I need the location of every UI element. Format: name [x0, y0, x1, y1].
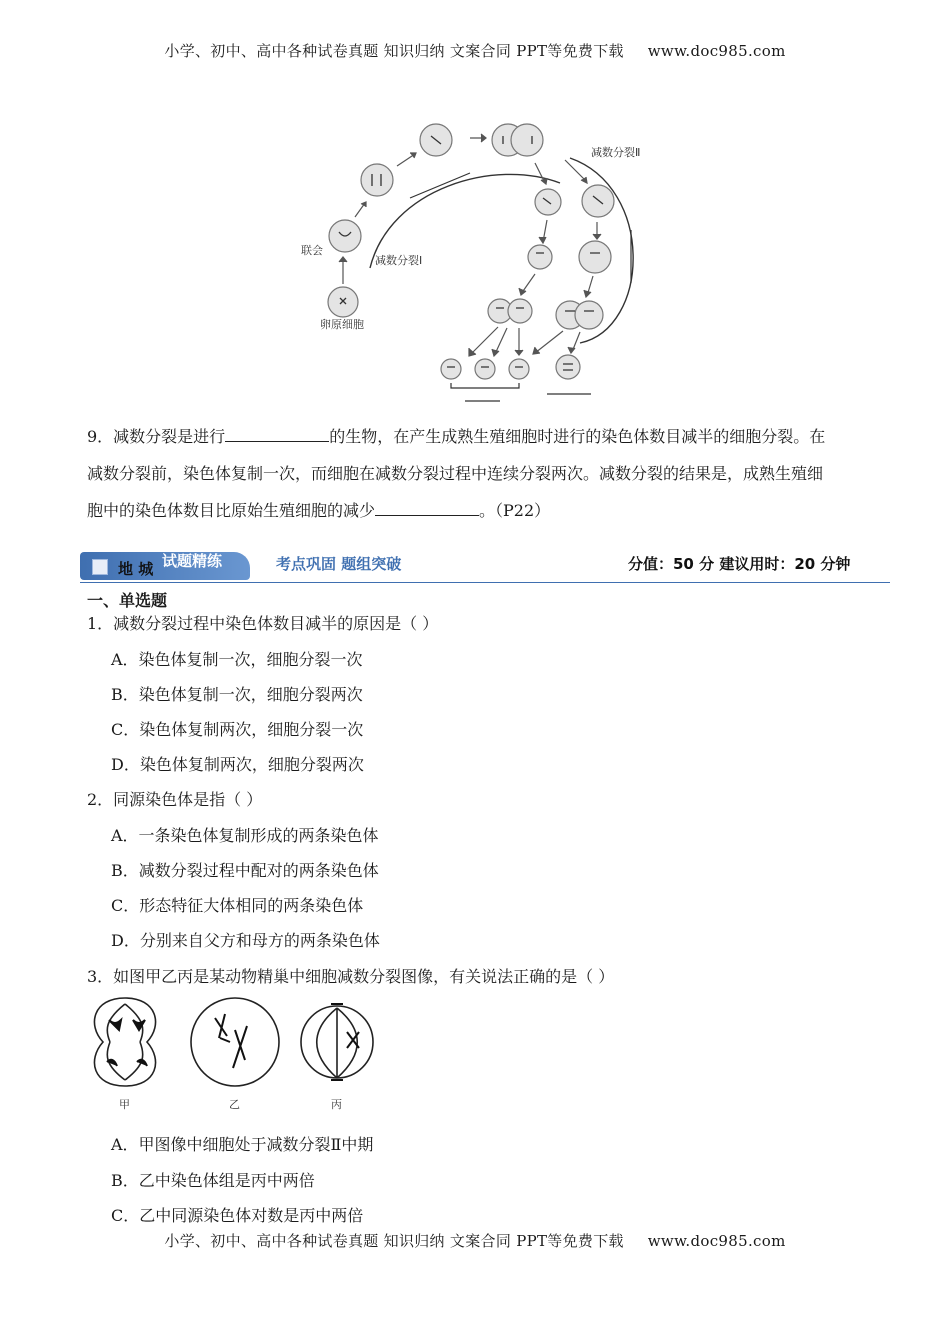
q1-option-b[interactable]: B．染色体复制一次，细胞分裂两次: [111, 685, 363, 704]
q9-line1: [87, 418, 867, 455]
label-meiosis2: 减数分裂Ⅱ: [591, 146, 641, 159]
q2-option-a[interactable]: A．一条染色体复制形成的两条染色体: [111, 826, 379, 845]
cell-ana2-right-b: [575, 301, 603, 329]
q9-line2: 减数分裂前，染色体复制一次，而细胞在减数分裂过程中连续分裂两次。减数分裂的结果是，成熟生殖细: [87, 464, 824, 483]
section-bar: [80, 546, 890, 586]
cell-polar-3: [509, 359, 529, 379]
q9-text-4: 。（P22）: [479, 501, 551, 520]
arrow-2: [355, 202, 366, 217]
stroke-gap: [410, 173, 470, 198]
arrow-9: [519, 274, 535, 295]
arrow-7: [539, 220, 547, 243]
arrow-4: [470, 134, 486, 142]
q2-option-b[interactable]: B．减数分裂过程中配对的两条染色体: [111, 861, 379, 880]
q3-cell-figures: [85, 990, 385, 1115]
q3-option-c[interactable]: C．乙中同源染色体对数是丙中两倍: [111, 1206, 364, 1225]
arrow-14: [533, 331, 563, 354]
q3-option-a[interactable]: A．甲图像中细胞处于减数分裂Ⅱ中期: [111, 1135, 374, 1154]
cell-meta2-right: [579, 241, 611, 273]
q3-option-b[interactable]: B．乙中染色体组是丙中两倍: [111, 1171, 315, 1190]
page-header: [0, 40, 950, 61]
q3-label-bing: 丙: [331, 1098, 342, 1111]
q9-text-3: 胞中的染色体数目比原始生殖细胞的减少: [87, 501, 376, 520]
spindle-jia: [107, 1004, 143, 1080]
q9-blank-1[interactable]: [225, 423, 329, 442]
cell-meta2-left: [528, 245, 552, 269]
section-subtitle: 考点巩固 题组突破: [276, 555, 402, 573]
chromosomes-yi: [215, 1014, 247, 1068]
q9-text-2: 的生物，在产生成熟生殖细胞时进行的染色体数目减半的细胞分裂。在: [329, 427, 826, 446]
footer-url: www.doc985.com: [647, 1232, 786, 1250]
q2-stem: 2．同源染色体是指（ ）: [87, 790, 263, 809]
section-score: 分值：50 分 建议用时：20 分钟: [628, 555, 851, 573]
page-footer: [0, 1230, 950, 1251]
meiosis-diagram: [295, 118, 665, 408]
bracket-polar: [451, 383, 519, 388]
cell-telo1-b: [511, 124, 543, 156]
label-oogonium: 卵原细胞: [320, 318, 364, 331]
header-url: www.doc985.com: [647, 42, 786, 60]
section-divider: [80, 582, 890, 583]
q1-option-d[interactable]: D．染色体复制两次，细胞分裂两次: [111, 755, 364, 774]
q3-label-yi: 乙: [229, 1098, 240, 1111]
cell-oogonium: [328, 287, 358, 317]
label-meiosis1: 减数分裂Ⅰ: [375, 254, 423, 267]
q9-text-1: 9．减数分裂是进行: [87, 427, 226, 446]
arrow-13: [515, 328, 523, 355]
cell-ana2-left-b: [508, 299, 532, 323]
q2-option-d[interactable]: D．分别来自父方和母方的两条染色体: [111, 931, 380, 950]
question-type: 一、单选题: [87, 591, 168, 610]
q9-paragraph: [87, 418, 867, 529]
cell-yi: [191, 998, 279, 1086]
q9-blank-2[interactable]: [375, 497, 479, 516]
q3-stem: 3．如图甲乙丙是某动物精巢中细胞减数分裂图像，有关说法正确的是（ ）: [87, 967, 615, 986]
arrow-5: [535, 163, 547, 184]
cell-polar-2: [475, 359, 495, 379]
cell-secondary-right: [582, 185, 614, 217]
section-tab-overlay: 地 城: [118, 560, 154, 578]
footer-text: 小学、初中、高中各种试卷真题 知识归纳 文案合同 PPT等免费下载: [164, 1232, 624, 1250]
label-lianhui: 联会: [301, 244, 323, 257]
q3-label-jia: 甲: [119, 1098, 130, 1111]
header-text: 小学、初中、高中各种试卷真题 知识归纳 文案合同 PPT等免费下载: [164, 42, 624, 60]
cell-jia: [94, 998, 155, 1086]
arrow-12: [492, 328, 507, 356]
section-tab-title: 试题精练: [162, 552, 223, 570]
arrow-15: [568, 332, 580, 353]
q1-option-a[interactable]: A．染色体复制一次，细胞分裂一次: [111, 650, 363, 669]
cell-egg: [556, 355, 580, 379]
q9-line3: [87, 492, 867, 529]
arrow-1: [339, 257, 347, 284]
arrow-8: [593, 222, 601, 239]
arrow-10: [584, 276, 593, 297]
arrow-3: [397, 153, 416, 166]
q1-option-c[interactable]: C．染色体复制两次，细胞分裂一次: [111, 720, 364, 739]
cell-polar-1: [441, 359, 461, 379]
list-icon: [92, 559, 108, 575]
q2-option-c[interactable]: C．形态特征大体相同的两条染色体: [111, 896, 364, 915]
q1-stem: 1．减数分裂过程中染色体数目减半的原因是（ ）: [87, 614, 439, 633]
cell-meta1: [361, 164, 393, 196]
